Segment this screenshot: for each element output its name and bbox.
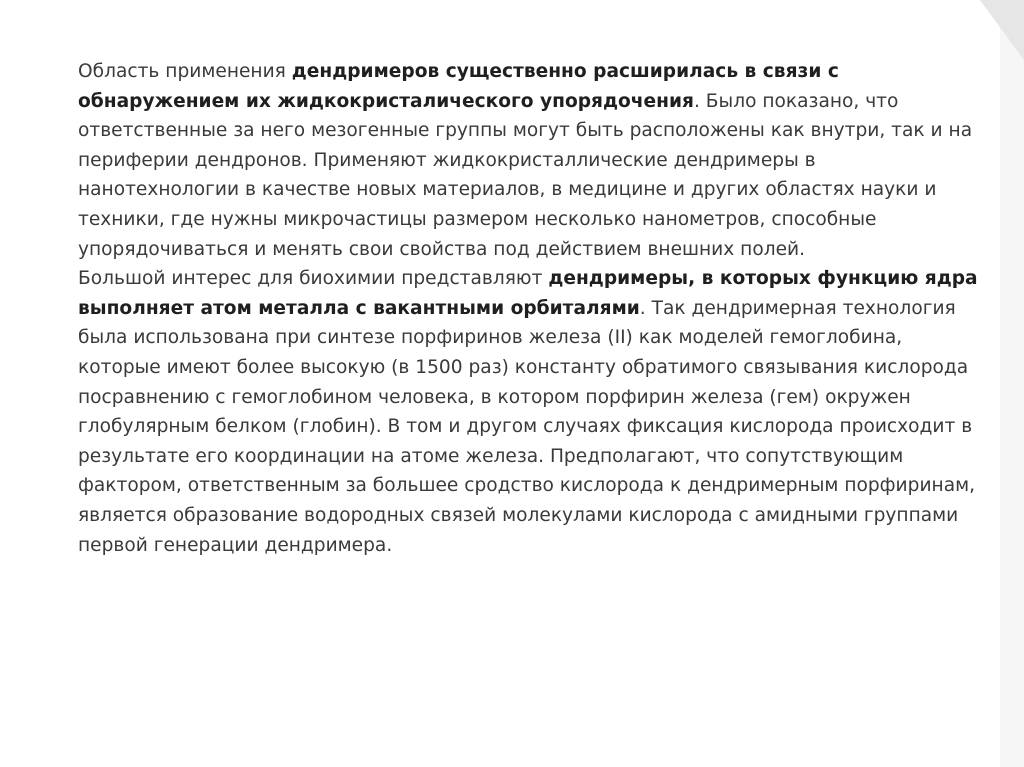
paragraph-2	[78, 264, 978, 560]
paragraph-2-text-end: . Так дендримерная технология была использована при синтезе порфиринов железа (II) как моделей гемоглобина, которые имеют более высокую (в 1500 раз) константу обратимого связывания кислорода посравнению с гемоглобином человека, в котором порфирин железа (гем) окружен глобулярным белком (глобин). В том и другом случаях фиксация кислорода происходит в результате его координации на атоме железа. Предполагают, что сопутствующим фактором, ответственным за большее сродство кислорода к дендримерным порфиринам, является образование водородных связей молекулами кислорода с амидными группами первой генерации дендримера.	[78, 297, 976, 556]
paragraph-1-text-end: . Было показано, что ответственные за него мезогенные группы могут быть расположены как внутри, так и на периферии дендронов. Применяют жидкокристаллические дендримеры в нанотехнологии в качестве новых материалов, в медицине и других областях науки и техники, где нужны микрочастицы размером несколько нанометров, способные упорядочиваться и менять свои свойства под действием внешних полей.	[78, 90, 973, 260]
paragraph-2-text-start: Большой интерес для биохимии представляют	[78, 268, 549, 290]
paragraph-1-text-start: Область применения	[78, 61, 292, 82]
paragraph-1	[78, 57, 978, 264]
paragraph-1-bold: дендримеров существенно расширилась в связи с обнаружением их жидкокристалического упорядочения	[78, 61, 839, 112]
paragraph-2-bold: дендримеры, в которых функцию ядра выполняет атом металла с вакантными орбиталями	[78, 268, 978, 319]
body-text	[78, 57, 978, 560]
